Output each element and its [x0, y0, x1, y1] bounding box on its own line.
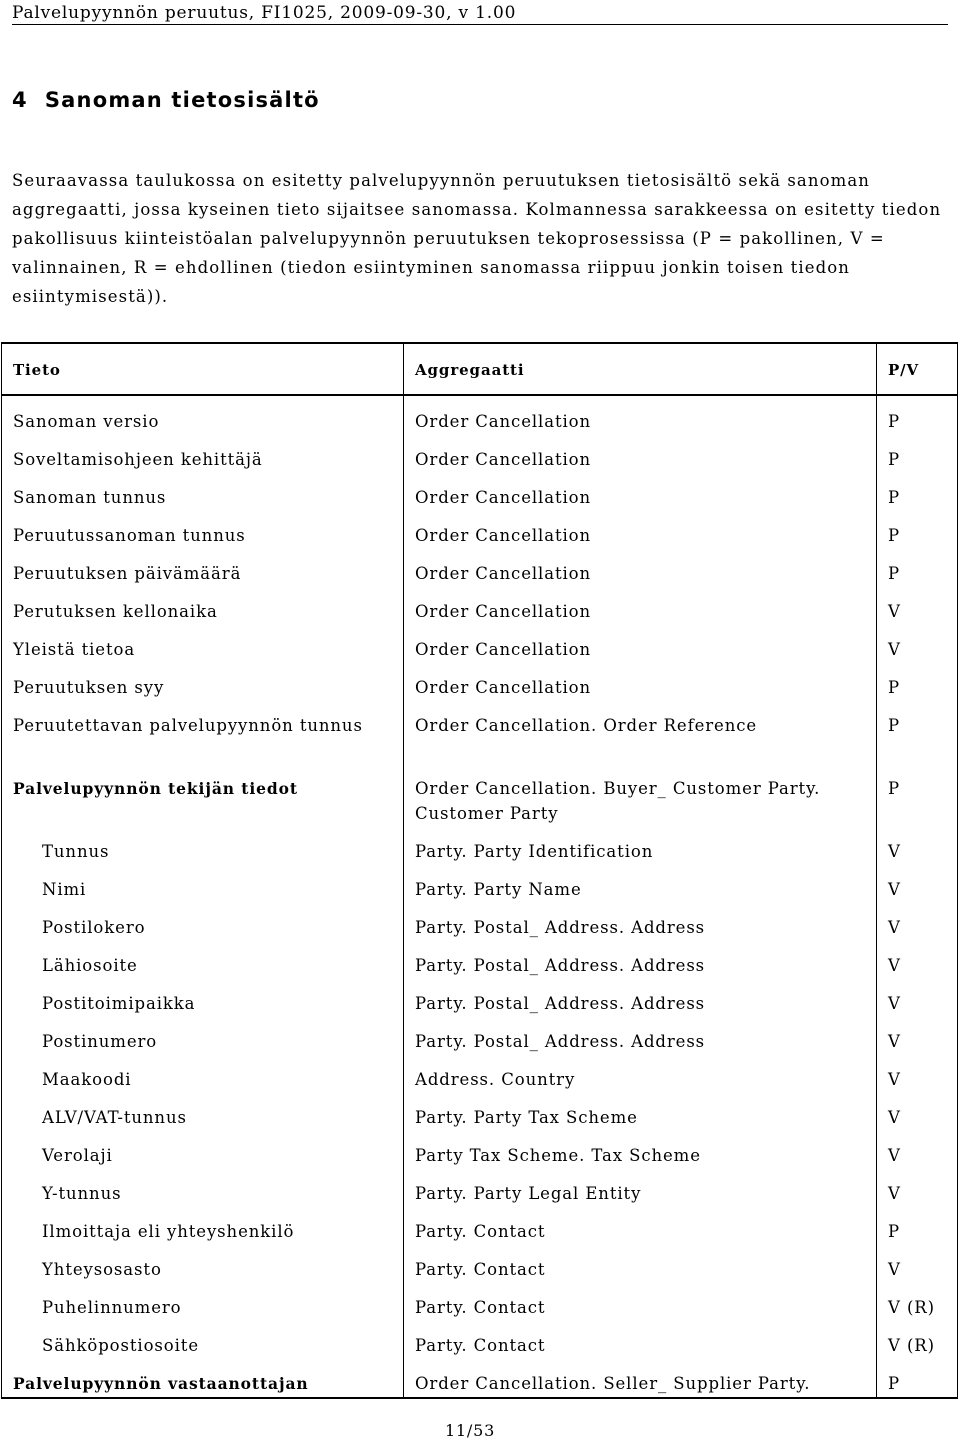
table-row [2, 434, 958, 472]
cell-tieto: Peruutuksen päivämäärä [2, 548, 404, 586]
cell-tieto: Palvelupyynnön tekijän tiedot [2, 763, 404, 826]
cell-pv: V [877, 1168, 958, 1206]
page-header: Palvelupyynnön peruutus, FI1025, 2009-09-30, v 1.00 [12, 2, 948, 25]
cell-tieto: Y-tunnus [2, 1168, 404, 1206]
intro-paragraph [12, 166, 942, 311]
table-row [2, 1282, 958, 1320]
cell-pv: P [877, 1358, 958, 1398]
section-number: 4 [12, 88, 28, 112]
table-row [2, 548, 958, 586]
cell-tieto: Verolaji [2, 1130, 404, 1168]
cell-aggregaatti: Party Tax Scheme. Tax Scheme [404, 1130, 877, 1168]
table-row [2, 978, 958, 1016]
page-number: 11/53 [444, 1421, 496, 1440]
cell-pv: V [877, 624, 958, 662]
cell-tieto: Peruutuksen syy [2, 662, 404, 700]
section-title: Sanoman tietosisältö [44, 88, 320, 112]
cell-tieto: Perutuksen kellonaika [2, 586, 404, 624]
cell-pv: V [877, 1054, 958, 1092]
cell-tieto: Sanoman tunnus [2, 472, 404, 510]
cell-pv: V [877, 586, 958, 624]
table-row [2, 763, 958, 826]
table-row [2, 940, 958, 978]
table-row [2, 1016, 958, 1054]
cell-tieto: Sähköpostiosoite [2, 1320, 404, 1358]
cell-pv: P [877, 548, 958, 586]
cell-tieto: Lähiosoite [2, 940, 404, 978]
cell-aggregaatti: Party. Party Legal Entity [404, 1168, 877, 1206]
table-row [2, 1092, 958, 1130]
cell-aggregaatti: Order Cancellation. Buyer_ Customer Party. Customer Party [404, 763, 877, 826]
table-row [2, 1130, 958, 1168]
table-row [2, 624, 958, 662]
cell-aggregaatti: Party. Contact [404, 1206, 877, 1244]
table-row [2, 662, 958, 700]
cell-tieto: Tunnus [2, 826, 404, 864]
table-row [2, 1358, 958, 1398]
cell-aggregaatti: Party. Postal_ Address. Address [404, 1016, 877, 1054]
cell-pv: V [877, 826, 958, 864]
cell-pv: P [877, 1206, 958, 1244]
cell-aggregaatti: Order Cancellation [404, 395, 877, 434]
cell-aggregaatti: Party. Postal_ Address. Address [404, 940, 877, 978]
cell-pv: V [877, 902, 958, 940]
section-heading [12, 88, 320, 112]
cell-tieto: Peruutussanoman tunnus [2, 510, 404, 548]
cell-aggregaatti: Party. Postal_ Address. Address [404, 978, 877, 1016]
table-row [2, 395, 958, 434]
cell-aggregaatti: Order Cancellation [404, 586, 877, 624]
cell-pv: P [877, 510, 958, 548]
cell-tieto: Nimi [2, 864, 404, 902]
cell-pv: V [877, 978, 958, 1016]
table-row [2, 700, 958, 763]
cell-aggregaatti: Party. Party Tax Scheme [404, 1092, 877, 1130]
cell-aggregaatti: Order Cancellation [404, 624, 877, 662]
cell-pv: V [877, 940, 958, 978]
cell-tieto: Puhelinnumero [2, 1282, 404, 1320]
cell-tieto: Postitoimipaikka [2, 978, 404, 1016]
table-header-row [2, 343, 958, 395]
content-table [1, 342, 958, 1399]
cell-aggregaatti: Address. Country [404, 1054, 877, 1092]
table-row [2, 1206, 958, 1244]
cell-aggregaatti: Order Cancellation. Order Reference [404, 700, 877, 763]
cell-pv: P [877, 763, 958, 826]
cell-pv: P [877, 472, 958, 510]
cell-aggregaatti: Order Cancellation [404, 472, 877, 510]
cell-pv: V [877, 1130, 958, 1168]
cell-aggregaatti: Order Cancellation [404, 662, 877, 700]
cell-pv: V (R) [877, 1282, 958, 1320]
table-row [2, 510, 958, 548]
cell-pv: V [877, 864, 958, 902]
cell-pv: P [877, 395, 958, 434]
header-aggregaatti: Aggregaatti [404, 343, 877, 395]
table-row [2, 826, 958, 864]
table-row [2, 1244, 958, 1282]
cell-aggregaatti: Order Cancellation [404, 510, 877, 548]
cell-aggregaatti: Party. Party Name [404, 864, 877, 902]
table-row [2, 902, 958, 940]
cell-aggregaatti: Party. Postal_ Address. Address [404, 902, 877, 940]
cell-pv: V [877, 1244, 958, 1282]
cell-pv: V (R) [877, 1320, 958, 1358]
cell-tieto: Soveltamisohjeen kehittäjä [2, 434, 404, 472]
cell-tieto: Yhteysosasto [2, 1244, 404, 1282]
cell-tieto: Sanoman versio [2, 395, 404, 434]
cell-pv: P [877, 434, 958, 472]
cell-tieto: Postinumero [2, 1016, 404, 1054]
header-pv: P/V [877, 343, 958, 395]
table-row [2, 472, 958, 510]
cell-aggregaatti: Order Cancellation [404, 548, 877, 586]
table-row [2, 864, 958, 902]
cell-pv: V [877, 1016, 958, 1054]
cell-aggregaatti: Order Cancellation. Seller_ Supplier Party. [404, 1358, 877, 1398]
cell-aggregaatti: Party. Party Identification [404, 826, 877, 864]
cell-tieto: Yleistä tietoa [2, 624, 404, 662]
cell-tieto: Palvelupyynnön vastaanottajan [2, 1358, 404, 1398]
cell-tieto: Peruutettavan palvelupyynnön tunnus [2, 700, 404, 763]
cell-aggregaatti: Party. Contact [404, 1282, 877, 1320]
cell-tieto: Postilokero [2, 902, 404, 940]
cell-pv: P [877, 662, 958, 700]
cell-pv: P [877, 700, 958, 763]
cell-tieto: ALV/VAT-tunnus [2, 1092, 404, 1130]
table-row [2, 586, 958, 624]
cell-pv: V [877, 1092, 958, 1130]
cell-aggregaatti: Party. Contact [404, 1244, 877, 1282]
table-row [2, 1054, 958, 1092]
cell-tieto: Ilmoittaja eli yhteyshenkilö [2, 1206, 404, 1244]
intro-text: Seuraavassa taulukossa on esitetty palvelupyynnön peruutuksen tietosisältö sekä sanoman aggregaatti, jossa kyseinen tieto sijaitsee sanomassa. Kolmannessa sarakkeessa on esitetty tiedon pakollisuus kiinteistöalan palvelupyynnön peruutuksen tekoprosessissa (P = pakollinen, V = valinnainen, R = ehdollinen (tiedon esiintyminen sanomassa riippuu jonkin toisen tiedon esiintymisestä)). [12, 171, 942, 306]
table-row [2, 1168, 958, 1206]
header-tieto: Tieto [2, 343, 404, 395]
cell-aggregaatti: Order Cancellation [404, 434, 877, 472]
cell-tieto: Maakoodi [2, 1054, 404, 1092]
cell-aggregaatti: Party. Contact [404, 1320, 877, 1358]
table-row [2, 1320, 958, 1358]
